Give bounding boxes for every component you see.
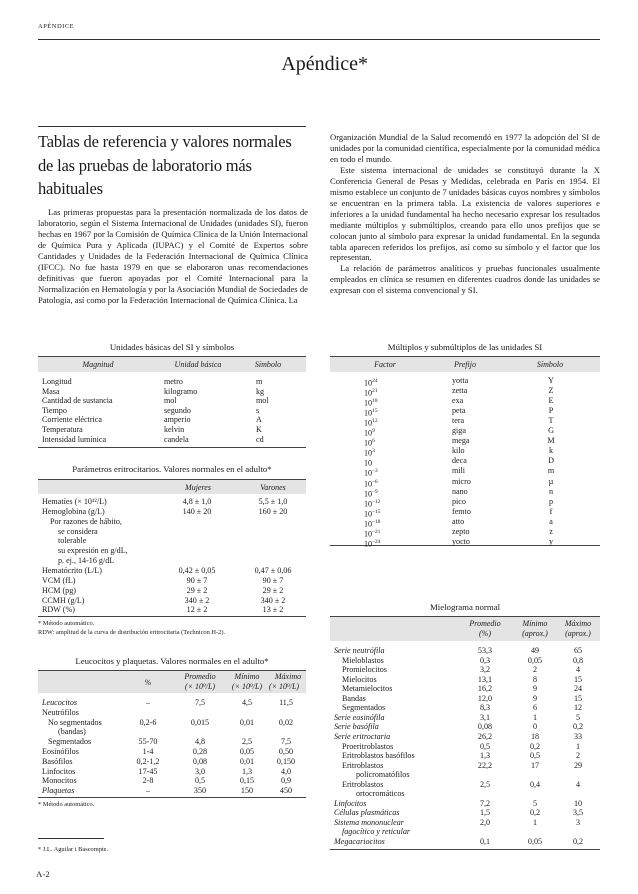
header-rule <box>38 39 600 40</box>
table-erythro-label: Hematíes (× 10¹²/L) <box>42 497 107 506</box>
table-myelo-label: Eritroblastos basófilos <box>342 751 415 761</box>
table-prefix-simbolo: z <box>549 526 553 536</box>
table-prefix-header <box>330 357 600 372</box>
table-prefix-prefijo: deca <box>452 456 467 466</box>
prefix-factor-base: 10 <box>364 509 373 519</box>
table-erythro-mujeres: 29 ± 2 <box>186 585 208 595</box>
table-prefix-simbolo: f <box>549 506 553 516</box>
table-leuko-maximo: 4,0 <box>280 766 292 776</box>
table-prefix-header-simbolo: Símbolo <box>536 360 564 369</box>
table-myelo-maximo: 1 <box>575 741 581 751</box>
table-prefix-simbolo: Y <box>548 376 554 385</box>
table-myelo-label: Serie neutrófila <box>334 646 385 655</box>
table-myelo <box>330 616 600 850</box>
table-myelo-label: Segmentados <box>342 703 386 713</box>
prefix-factor-exponent: 9 <box>372 428 375 435</box>
table-myelo-promedio: 0,1 <box>479 837 491 846</box>
table-myelo-minimo: 6 <box>532 703 538 713</box>
table-leuko-minimo: 0,15 <box>239 776 255 786</box>
table-si-simbolo: m <box>256 377 263 386</box>
table-leuko <box>38 670 306 798</box>
table-prefix-factor <box>364 537 380 550</box>
table-leuko-minimo: 1,3 <box>241 766 253 776</box>
table-prefix-prefijo: yocto <box>452 536 470 546</box>
table-erythro-label: Hematócrito (L/L) <box>42 565 103 575</box>
prefix-factor-exponent: –18 <box>372 518 381 525</box>
table-si-magnitud: Longitud <box>42 377 72 386</box>
table-myelo-promedio: 1,3 <box>479 751 491 761</box>
table-si-header-simbolo: Símbolo <box>254 360 282 369</box>
table-erythro-label: su expresión en g/dL, <box>58 546 128 556</box>
table-leuko-pct: 1-4 <box>142 747 154 756</box>
heading-rule <box>38 126 306 127</box>
table-si-simbolo: mol <box>256 396 269 406</box>
table-leuko-promedio: 4,8 <box>194 737 206 747</box>
table-leuko-minimo: 150 <box>240 786 254 796</box>
table-si-unidad: mol <box>164 396 177 406</box>
table-leuko-maximo: 0,50 <box>278 747 294 756</box>
table-prefix-simbolo: P <box>548 406 554 416</box>
table-myelo-promedio: 0,08 <box>477 722 493 732</box>
prefix-factor-base: 10 <box>364 408 373 418</box>
table-leuko-maximo: 0,02 <box>278 717 294 727</box>
table-leuko-pct: 2-8 <box>142 776 154 786</box>
table-leuko-header-promedio: Promedio <box>184 672 216 681</box>
table-erythro-label: Hemoglobina (g/L) <box>42 506 105 516</box>
table-leuko-label: Monocitos <box>42 776 77 786</box>
table-prefix-header-factor: Factor <box>374 360 396 369</box>
table-myelo-label: Células plasmáticas <box>334 808 400 818</box>
table-leuko-header-maximo: Máximo <box>274 672 302 681</box>
table-prefix-prefijo: peta <box>452 406 466 416</box>
table-si-unidad: segundo <box>164 405 191 415</box>
table-leuko-promedio: 0,5 <box>194 776 206 786</box>
table-myelo-maximo: 0,2 <box>572 837 584 846</box>
table-myelo-minimo: 0,5 <box>529 751 541 761</box>
table-si-unidad: metro <box>164 377 183 386</box>
table-myelo-maximo: 4 <box>575 665 581 675</box>
table-myelo-header-minimo-unit: (aprox.) <box>522 629 548 638</box>
table-si-simbolo: cd <box>256 434 264 444</box>
prefix-factor-exponent: 15 <box>372 408 378 415</box>
table-prefix-caption: Múltiplos y submúltiplos de las unidades SI <box>387 342 543 352</box>
table-prefix-header-prefijo: Prefijo <box>454 360 476 369</box>
table-myelo-maximo: 0,2 <box>572 722 584 732</box>
table-leuko-minimo: 0,01 <box>239 717 255 727</box>
table-leuko-promedio: 0,28 <box>192 747 208 756</box>
table-erythro-mujeres: 12 ± 2 <box>186 605 208 615</box>
table-myelo-label: Serie eritroctaria <box>334 731 391 741</box>
prefix-factor-exponent: 21 <box>372 388 378 395</box>
table-prefix-simbolo: Z <box>548 386 554 396</box>
table-myelo-minimo: 17 <box>530 760 540 770</box>
table-myelo-minimo: 0,05 <box>527 655 543 665</box>
prefix-factor-base: 10 <box>364 529 373 539</box>
table-myelo-label: ortocromáticos <box>356 789 405 799</box>
table-leuko-pct: – <box>145 786 151 796</box>
table-leuko-minimo: 2,5 <box>241 737 253 747</box>
table-myelo-minimo: 9 <box>532 684 538 694</box>
table-myelo-label: Bandas <box>342 693 366 703</box>
table-myelo-label: Promielocitos <box>342 665 387 675</box>
table-prefix-simbolo: D <box>548 456 554 466</box>
table-leuko-minimo: 0,05 <box>239 747 255 756</box>
table-erythro-label: VCM (fL) <box>42 575 76 585</box>
table-myelo-minimo: 0,2 <box>529 741 541 751</box>
table-si-magnitud: Corriente eléctrica <box>42 415 102 425</box>
right-text <box>330 132 600 296</box>
table-leuko-promedio: 3,0 <box>194 766 206 776</box>
intro-text: Las primeras propuestas para la presentación normalizada de los datos de laboratorio, según el Sistema Internacional de Unidades (unidades SI), fueron hechas en 1967 por la Comisión de Química Clínica de la Unión Internacional de Química Pura y Aplicada (IUPAC) y el Comité de Expertos sobre Cantidades y Unidades de la Federación Internacional de Química Clínica (IFCC). No fue hasta 1979 en que se elaboraron unas recomendaciones definitivas que fueron apoyadas por el Comité Internacional para la Normalización en Hematología y por la Asociación Mundial de Sociedades de Patología, así como por la Federación Internacional de Química Clínica. La <box>38 207 308 305</box>
prefix-factor-exponent: 3 <box>372 448 375 455</box>
table-leuko-label: Segmentados <box>48 737 92 747</box>
prefix-factor-base: 10 <box>364 388 373 398</box>
table-leuko-label: (bandas) <box>58 727 86 737</box>
table-prefix-simbolo: µ <box>548 476 554 486</box>
section-label: APÉNDICE <box>38 23 75 30</box>
prefix-factor-base: 10 <box>364 479 373 489</box>
table-leuko-header-pct: % <box>144 678 152 687</box>
table-myelo-minimo: 0,4 <box>529 779 541 789</box>
table-myelo-minimo: 9 <box>532 693 538 703</box>
table-leuko-promedio: 7,5 <box>194 698 206 707</box>
table-myelo-minimo: 1 <box>532 817 538 827</box>
table-leuko-pct: – <box>145 698 151 707</box>
table-erythro-mujeres: 140 ± 20 <box>182 506 212 516</box>
table-myelo-label: fagocítico y reticular <box>342 827 411 837</box>
table-myelo-promedio: 7,2 <box>479 798 491 808</box>
table-myelo-header-minimo: Mínimo <box>522 619 548 628</box>
table-erythro-mujeres: 340 ± 2 <box>184 595 210 605</box>
table-myelo-promedio: 1,5 <box>479 808 491 818</box>
table-myelo-promedio: 26,2 <box>477 731 493 741</box>
table-myelo-header-promedio: Promedio <box>469 619 501 628</box>
table-erythro-label: RDW (%) <box>42 605 75 615</box>
table-myelo-maximo: 10 <box>573 798 583 808</box>
table-myelo-promedio: 2,0 <box>479 817 491 827</box>
table-myelo-minimo: 0 <box>532 722 538 732</box>
table-leuko-minimo: 0,01 <box>239 756 255 766</box>
prefix-factor-exponent: –15 <box>372 508 381 515</box>
prefix-factor-exponent: 24 <box>372 378 378 384</box>
table-prefix-prefijo: yotta <box>452 376 469 385</box>
table-prefix-prefijo: mili <box>452 466 466 476</box>
table-prefix-simbolo: E <box>548 396 554 406</box>
table-leuko-header <box>38 671 306 693</box>
table-erythro-footnote-2: RDW: amplitud de la curva de distribución eritrocitaria (Technicon H-2). <box>38 629 226 636</box>
table-si-header-magnitud: Magnitud <box>82 360 114 369</box>
table-leuko-label: Eosinófilos <box>42 747 79 756</box>
table-erythro-varones: 29 ± 2 <box>262 585 284 595</box>
table-myelo-minimo: 18 <box>530 731 540 741</box>
table-leuko-label: Linfocitos <box>42 766 76 776</box>
table-erythro-varones: 5,5 ± 1,0 <box>258 497 288 506</box>
table-myelo-minimo: 0,05 <box>527 837 543 846</box>
table-leuko-header-minimo: Mínimo <box>234 672 260 681</box>
table-myelo-maximo: 3 <box>575 817 581 827</box>
prefix-factor-base: 10 <box>364 539 373 549</box>
table-leuko-label: Basófilos <box>42 756 73 766</box>
table-si-simbolo: s <box>256 405 260 415</box>
table-si-magnitud: Temperatura <box>42 425 83 434</box>
table-si-magnitud: Cantidad de sustancia <box>42 396 113 406</box>
table-si-magnitud: Intensidad lumínica <box>42 434 107 444</box>
table-erythro-label: tolerable <box>58 536 87 546</box>
table-leuko-promedio: 0,08 <box>192 756 208 766</box>
table-erythro-label: Por razones de hábito, <box>50 516 122 526</box>
table-erythro <box>38 479 306 617</box>
table-myelo-label: Sistema mononuclear <box>334 817 404 827</box>
table-leuko-label: Leucocitos <box>42 698 78 707</box>
table-erythro-varones: 160 ± 20 <box>258 506 288 516</box>
table-myelo-minimo: 49 <box>530 646 540 655</box>
table-leuko-pct: 17-45 <box>138 766 158 776</box>
prefix-factor-exponent: –6 <box>372 478 378 485</box>
prefix-factor-base: 10 <box>364 519 373 529</box>
table-si <box>38 356 306 448</box>
prefix-factor-exponent: 12 <box>372 418 378 425</box>
table-myelo-minimo: 1 <box>532 712 538 722</box>
table-prefix-prefijo: femto <box>452 506 471 516</box>
table-leuko-promedio: 350 <box>193 786 207 796</box>
table-myelo-promedio: 12,0 <box>477 693 493 703</box>
table-erythro-mujeres: 4,8 ± 1,0 <box>182 497 212 506</box>
table-leuko-pct: 0,2-1,2 <box>136 756 160 766</box>
table-myelo-label: policromatófilos <box>356 770 410 780</box>
table-erythro-label: se considera <box>58 526 98 536</box>
table-myelo-caption: Mielograma normal <box>429 602 501 612</box>
table-myelo-promedio: 2,5 <box>479 779 491 789</box>
page-title: Apéndice* <box>281 53 368 75</box>
right-paragraph-1: Organización Mundial de la Salud recomendó en 1977 la adopción del SI de unidades por la comunidad científica, especialmente por la comunidad médica en todo el mundo. <box>330 132 600 164</box>
table-prefix-prefijo: kilo <box>452 446 465 456</box>
table-si-caption: Unidades básicas del SI y símbolos <box>109 342 235 352</box>
table-leuko-maximo: 11,5 <box>279 698 293 707</box>
table-prefix <box>330 356 600 549</box>
table-leuko-header-minimo-unit: (× 10⁹/L) <box>231 682 263 691</box>
table-myelo-header-maximo: Máximo <box>564 619 592 628</box>
table-myelo-promedio: 53,3 <box>477 646 493 655</box>
right-paragraph-3: La relación de parámetros analíticos y pruebas funcionales usualmente empleados en clínica se resumen en diferentes cuadros donde las unidades se expresan con el sistema convencional y SI. <box>330 263 600 296</box>
table-myelo-label: Serie eosinófila <box>334 712 385 722</box>
table-myelo-label: Metamielocitos <box>342 684 393 694</box>
table-erythro-label: HCM (pg) <box>42 585 76 595</box>
prefix-factor-exponent: 18 <box>372 398 378 405</box>
table-leuko-maximo: 0,150 <box>276 756 296 766</box>
section-title: Tablas de referencia y valores normales de las pruebas de laboratorio más habituales <box>38 132 292 198</box>
table-myelo-maximo: 15 <box>573 693 583 703</box>
table-myelo-maximo: 5 <box>575 712 581 722</box>
table-si-unidad: candela <box>164 434 189 444</box>
table-leuko-pct: 55-70 <box>138 737 158 747</box>
table-myelo-maximo: 33 <box>573 731 583 741</box>
table-myelo-maximo: 24 <box>573 684 583 694</box>
table-myelo-label: Mieloblastos <box>342 655 384 665</box>
prefix-factor-base: 10 <box>364 459 373 469</box>
prefix-factor-exponent: –12 <box>372 498 381 505</box>
prefix-factor-base: 10 <box>364 438 373 448</box>
table-prefix-simbolo: m <box>547 466 555 476</box>
table-si-header <box>38 357 306 372</box>
table-erythro-mujeres: 90 ± 7 <box>186 575 208 585</box>
table-prefix-prefijo: pico <box>452 496 466 506</box>
table-myelo-maximo: 12 <box>573 703 583 713</box>
footnote-rule <box>38 838 104 839</box>
table-erythro-label: CCMH (g/L) <box>42 595 85 605</box>
author-footnote: * J.L. Aguilar i Bascompte. <box>38 846 109 853</box>
table-myelo-maximo: 4 <box>575 779 581 789</box>
table-leuko-footnote: * Método automático. <box>38 801 95 808</box>
table-myelo-label: Serie basófila <box>334 722 379 732</box>
table-si-unidad: amperio <box>164 415 191 425</box>
table-myelo-promedio: 0,3 <box>479 655 491 665</box>
table-myelo-header-promedio-unit: (%) <box>479 629 491 638</box>
table-prefix-simbolo: p <box>548 496 554 506</box>
table-leuko-caption: Leucocitos y plaquetas. Valores normales en el adulto* <box>75 656 269 666</box>
table-myelo-promedio: 22,2 <box>477 760 493 770</box>
table-erythro-label: p. ej., 14-16 g/dL <box>58 556 115 566</box>
right-paragraph-2: Este sistema internacional de unidades se constituyó durante la X Conferencia General de Pesas y Medidas, celebrada en París en 1954. El mismo establece un conjunto de 7 unidades básicas cuyos nombres y símbolos se encuentran en la primera tabla. La existencia de valores superiores e inferiores a la unidad fundamental ha hecho necesario expresar los resultados mediante múltiplos y submúltiplos, creando para ello unos prefijos que se colocan junto al símbolo para expresar la unidad fundamental. En la segunda tabla aparecen referidos los prefijos, así como su símbolo y el factor que los representan. <box>330 164 600 263</box>
prefix-factor-base: 10 <box>364 469 373 479</box>
table-erythro-header <box>38 480 306 494</box>
table-si-unidad: kelvin <box>164 425 185 434</box>
table-leuko-maximo: 7,5 <box>280 737 292 747</box>
table-erythro-header-varones: Varones <box>260 483 286 492</box>
table-leuko-maximo: 0,9 <box>280 776 292 786</box>
table-myelo-maximo: 0,8 <box>572 655 584 665</box>
table-leuko-maximo: 450 <box>279 786 293 796</box>
table-leuko-label: Plaquetas <box>42 786 75 796</box>
table-myelo-label: Mielocitos <box>342 674 377 684</box>
intro-paragraph <box>38 207 308 306</box>
prefix-factor-base: 10 <box>364 378 373 388</box>
table-erythro-header-mujeres: Mujeres <box>185 483 211 492</box>
table-erythro-varones: 0,47 ± 0,06 <box>254 565 292 575</box>
table-leuko-label: No segmentados <box>48 717 102 727</box>
table-prefix-prefijo: mega <box>452 436 470 446</box>
table-myelo-maximo: 29 <box>573 760 583 770</box>
table-prefix-prefijo: nano <box>452 486 468 496</box>
table-myelo-promedio: 3,2 <box>479 665 491 675</box>
page-number: A-2 <box>36 869 50 879</box>
prefix-factor-base: 10 <box>364 499 373 509</box>
prefix-factor-base: 10 <box>364 449 373 459</box>
table-prefix-prefijo: giga <box>452 426 466 436</box>
prefix-factor-exponent: –24 <box>372 538 381 545</box>
table-myelo-label: Eritroblastos <box>342 779 384 789</box>
table-erythro-varones: 13 ± 2 <box>262 605 284 615</box>
prefix-factor-base: 10 <box>364 489 373 499</box>
table-leuko-label: Neutrófilos <box>42 707 79 717</box>
table-myelo-label: Eritroblastos <box>342 760 384 770</box>
table-si-header-unidad: Unidad básica <box>174 360 222 369</box>
table-myelo-minimo: 0,2 <box>529 808 541 818</box>
table-myelo-maximo: 3,5 <box>572 808 584 818</box>
table-si-magnitud: Tiempo <box>42 405 67 415</box>
prefix-factor-base: 10 <box>364 418 373 428</box>
table-myelo-maximo: 65 <box>573 646 583 655</box>
table-prefix-simbolo: n <box>548 486 554 496</box>
table-myelo-minimo: 5 <box>532 798 538 808</box>
table-si-simbolo: K <box>256 425 262 434</box>
table-si-unidad: kilogramo <box>164 386 198 396</box>
table-prefix-simbolo: a <box>549 516 553 526</box>
table-prefix-simbolo: k <box>548 446 554 456</box>
table-leuko-minimo: 4,5 <box>241 698 253 707</box>
table-myelo-promedio: 16,2 <box>477 684 493 694</box>
table-myelo-promedio: 8,3 <box>479 703 491 713</box>
table-erythro-footnote-1: * Método automático. <box>38 620 95 627</box>
table-prefix-prefijo: micro <box>452 476 471 486</box>
prefix-factor-base: 10 <box>364 398 373 408</box>
table-si-simbolo: kg <box>256 386 265 396</box>
table-myelo-maximo: 2 <box>575 751 581 761</box>
table-leuko-pct: 0,2-6 <box>139 717 157 727</box>
table-myelo-promedio: 0,5 <box>479 741 491 751</box>
table-myelo-promedio: 3,1 <box>479 712 491 722</box>
table-myelo-label: Proeritroblastos <box>342 741 394 751</box>
table-prefix-prefijo: exa <box>452 396 464 406</box>
table-myelo-promedio: 13,1 <box>477 674 493 684</box>
table-prefix-simbolo: y <box>548 536 554 546</box>
table-si-simbolo: A <box>256 415 262 425</box>
table-prefix-prefijo: atto <box>452 516 465 526</box>
table-prefix-prefijo: zepto <box>452 526 470 536</box>
table-myelo-maximo: 15 <box>573 674 583 684</box>
table-myelo-minimo: 8 <box>532 674 538 684</box>
prefix-factor-base: 10 <box>364 428 373 438</box>
table-myelo-label: Linfocitos <box>334 798 367 808</box>
table-prefix-prefijo: tera <box>452 416 465 426</box>
table-leuko-header-maximo-unit: (× 10⁹/L) <box>268 682 300 691</box>
table-myelo-header-maximo-unit: (aprox.) <box>565 629 591 638</box>
table-myelo-minimo: 2 <box>532 665 538 675</box>
table-prefix-simbolo: G <box>548 426 554 436</box>
prefix-factor-exponent: –9 <box>372 488 378 495</box>
table-prefix-simbolo: M <box>547 436 555 446</box>
table-erythro-mujeres: 0,42 ± 0,05 <box>178 565 216 575</box>
prefix-factor-exponent: –3 <box>372 468 378 475</box>
table-prefix-prefijo: zetta <box>452 386 468 396</box>
table-si-magnitud: Masa <box>42 386 60 396</box>
table-prefix-simbolo: T <box>548 416 554 426</box>
table-myelo-header <box>330 617 600 641</box>
prefix-factor-exponent: 6 <box>372 438 375 445</box>
table-erythro-varones: 340 ± 2 <box>260 595 286 605</box>
table-leuko-promedio: 0,015 <box>190 717 210 727</box>
table-leuko-header-promedio-unit: (× 10⁹/L) <box>184 682 216 691</box>
table-erythro-caption: Parámetros eritrocitarios. Valores normales en el adulto* <box>72 464 272 474</box>
prefix-factor-exponent: –21 <box>372 528 381 535</box>
table-myelo-label: Megacariocitos <box>334 837 385 846</box>
table-erythro-varones: 90 ± 7 <box>262 575 284 585</box>
